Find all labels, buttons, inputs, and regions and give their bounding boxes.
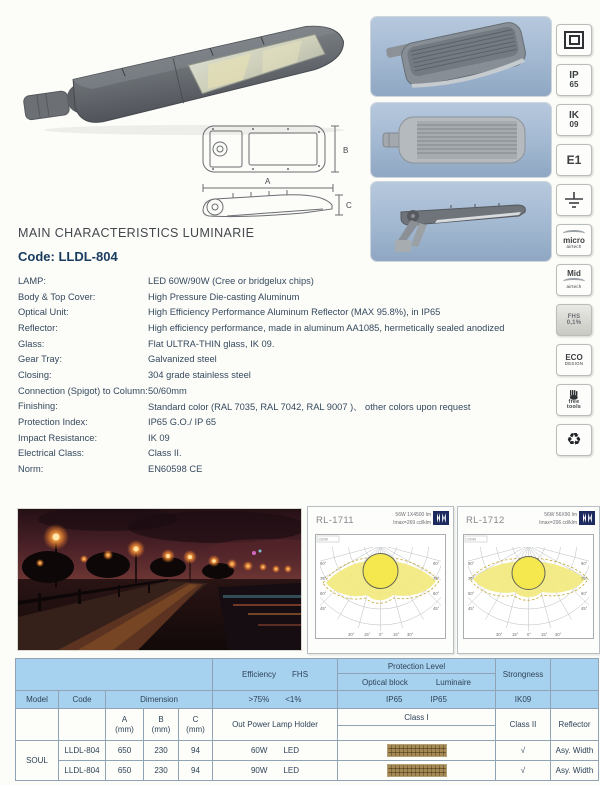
free-tools-icon: free tools [556, 384, 592, 416]
hatch-swatch [387, 744, 447, 757]
dim-a-cell: 650 [106, 741, 144, 761]
spec-label: LAMP: [18, 275, 46, 286]
table-row [16, 741, 599, 761]
ik-value: IK09 [496, 691, 551, 709]
brand-logo-icon [579, 511, 595, 525]
spec-row [18, 320, 584, 336]
spec-label: Norm: [18, 464, 44, 475]
svg-text:0°: 0° [379, 632, 384, 637]
code-cell: LLDL-804 [59, 741, 106, 761]
product-view-side [371, 182, 551, 261]
spec-value: 50/60mm [148, 385, 187, 396]
spec-label: Gear Tray: [18, 354, 62, 365]
blank-cell [59, 709, 106, 741]
blank-cell [16, 709, 59, 741]
spec-value: Galvanized steel [148, 354, 217, 365]
dimension-drawing [183, 120, 379, 240]
class-ii-header: Class II [496, 709, 551, 741]
svg-text:15°: 15° [393, 632, 400, 637]
spec-value: High efficiency performance, made in aluminum AA1085, hermetically sealed anodized [148, 322, 505, 333]
dim-a-cell: 650 [106, 761, 144, 781]
optical-block-luminaire-header: Optical block Luminaire [338, 674, 496, 691]
spec-row [18, 446, 584, 462]
svg-text:60°: 60° [320, 591, 327, 596]
spec-row [18, 414, 584, 430]
dim-b-cell: 230 [144, 741, 179, 761]
product-view-perspective [371, 17, 551, 96]
svg-text:60°: 60° [581, 591, 588, 596]
svg-text:30°: 30° [407, 632, 414, 637]
spec-label: Reflector: [18, 322, 58, 333]
code-cell: LLDL-804 [59, 761, 106, 781]
dim-a-header: A (mm) [106, 709, 144, 741]
svg-text:0°: 0° [527, 632, 532, 637]
svg-text:45°: 45° [581, 606, 588, 611]
table-blank-header [551, 691, 599, 709]
spec-row [18, 336, 584, 352]
svg-text:15°: 15° [364, 632, 371, 637]
specification-table [15, 658, 599, 781]
class-ii-cell: √ [496, 741, 551, 761]
model-cell: SOUL [16, 741, 59, 781]
spec-value: Standard color (RAL 7035, RAL 7042, RAL 9007 )、 other colors upon request [148, 402, 471, 413]
svg-text:60°: 60° [433, 591, 440, 596]
svg-text:C0/90: C0/90 [318, 537, 329, 542]
code-header: Code [59, 691, 106, 709]
recycle-icon: ♻ [556, 424, 592, 456]
earth-ground-icon [556, 184, 592, 216]
svg-text:60°: 60° [468, 591, 475, 596]
dimension-header: Dimension [106, 691, 213, 709]
spec-row [18, 383, 584, 399]
strongness-header: Strongness [496, 659, 551, 691]
dim-b-header: B (mm) [144, 709, 179, 741]
spec-label: Closing: [18, 369, 52, 380]
photometric-spec: 56W 56X90 lm Imax=206 cd/klm [539, 512, 577, 526]
svg-text:90°: 90° [433, 561, 440, 566]
spec-label: Impact Resistance: [18, 432, 98, 443]
mid-airtech-icon: Mid airtech [556, 264, 592, 296]
reflector-header: Reflector [551, 709, 599, 741]
svg-text:30°: 30° [348, 632, 355, 637]
reflector-cell: Asy. Width [551, 761, 599, 781]
class-ii-cell: √ [496, 761, 551, 781]
dim-c-cell: 94 [179, 741, 213, 761]
spec-value: EN60598 CE [148, 464, 203, 475]
spec-row [18, 367, 584, 383]
spec-value: High Efficiency Performance Aluminum Reflector (MAX 95.8%), in IP65 [148, 307, 441, 318]
reflector-cell: Asy. Width [551, 741, 599, 761]
product-code: Code: LLDL-804 [18, 249, 118, 264]
spec-value: Class II. [148, 448, 182, 459]
table-blank-header [16, 659, 213, 691]
svg-text:30°: 30° [496, 632, 503, 637]
polar-diagram [312, 533, 449, 645]
dim-c-cell: 94 [179, 761, 213, 781]
svg-text:75°: 75° [581, 576, 588, 581]
spec-label: Body & Top Cover: [18, 291, 96, 302]
svg-text:45°: 45° [433, 606, 440, 611]
photometric-card-2 [457, 506, 600, 654]
dim-c-label: C [346, 201, 352, 210]
spec-label: Glass: [18, 338, 45, 349]
svg-text:15°: 15° [541, 632, 548, 637]
out-power-header: Out Power Lamp Holder [213, 709, 338, 741]
spec-row [18, 289, 584, 305]
svg-text:30°: 30° [555, 632, 562, 637]
dim-a-label: A [265, 177, 271, 186]
dim-b-cell: 230 [144, 761, 179, 781]
power-cell: 90W LED [213, 761, 338, 781]
svg-text:45°: 45° [468, 606, 475, 611]
svg-text:15°: 15° [512, 632, 519, 637]
product-view-top [371, 103, 551, 177]
efficiency-values: >75% <1% [213, 691, 338, 709]
table-row [16, 761, 599, 781]
spec-row [18, 399, 584, 415]
photometric-spec: 56W 1X4500 lm Imax=269 cd/klm [393, 512, 431, 526]
spec-label: Electrical Class: [18, 448, 85, 459]
photometric-card-1 [307, 506, 454, 654]
installation-night-photo [18, 509, 301, 650]
model-header: Model [16, 691, 59, 709]
spec-value: Flat ULTRA-THIN glass, IK 09. [148, 338, 275, 349]
photometric-model: RL-1712 [466, 515, 505, 526]
spec-row [18, 351, 584, 367]
micro-airtech-icon: micro airtech [556, 224, 592, 256]
eco-design-icon: ECO DESIGN [556, 344, 592, 376]
svg-text:75°: 75° [320, 576, 327, 581]
fhs-icon: FHS 0,1% [556, 304, 592, 336]
svg-text:75°: 75° [433, 576, 440, 581]
class-i-cell [338, 761, 496, 781]
table-blank-header [551, 659, 599, 691]
spec-row [18, 304, 584, 320]
svg-text:C0/90: C0/90 [466, 537, 477, 542]
class-i-cell [338, 741, 496, 761]
class-ii-insulation-icon [556, 24, 592, 56]
e1-icon: E1 [556, 144, 592, 176]
svg-text:90°: 90° [468, 561, 475, 566]
power-cell: 60W LED [213, 741, 338, 761]
spec-label: Connection (Spigot) to Column: [18, 385, 148, 396]
spec-label: Protection Index: [18, 417, 88, 428]
efficiency-fhs-header: Efficiency FHS [213, 659, 338, 691]
spec-row [18, 461, 584, 477]
brand-logo-icon [433, 511, 449, 525]
svg-text:45°: 45° [320, 606, 327, 611]
spec-label: Finishing: [18, 401, 58, 412]
hatch-swatch [387, 764, 447, 777]
photometric-model: RL-1711 [316, 515, 354, 526]
protection-level-header: Protection Level [338, 659, 496, 674]
ip65-icon: IP 65 [556, 64, 592, 96]
spec-value: 304 grade stainless steel [148, 369, 251, 380]
dim-b-label: B [343, 146, 349, 155]
ip-values: IP65 IP65 [338, 691, 496, 709]
polar-diagram [460, 533, 597, 645]
class-i-header: Class I [338, 709, 496, 741]
spec-value: IK 09 [148, 432, 170, 443]
spec-label: Optical Unit: [18, 307, 69, 318]
svg-text:90°: 90° [581, 561, 588, 566]
svg-text:90°: 90° [320, 561, 327, 566]
svg-text:75°: 75° [468, 576, 475, 581]
spec-value: LED 60W/90W (Cree or bridgelux chips) [148, 275, 314, 286]
spec-row [18, 430, 584, 446]
spec-value: High Pressure Die-casting Aluminum [148, 291, 300, 302]
page-title: MAIN CHARACTERISTICS LUMINARIE [18, 226, 255, 240]
dim-c-header: C (mm) [179, 709, 213, 741]
spec-list [18, 273, 584, 477]
ik09-icon: IK 09 [556, 104, 592, 136]
spec-row [18, 273, 584, 289]
spec-value: IP65 G.O./ IP 65 [148, 417, 217, 428]
